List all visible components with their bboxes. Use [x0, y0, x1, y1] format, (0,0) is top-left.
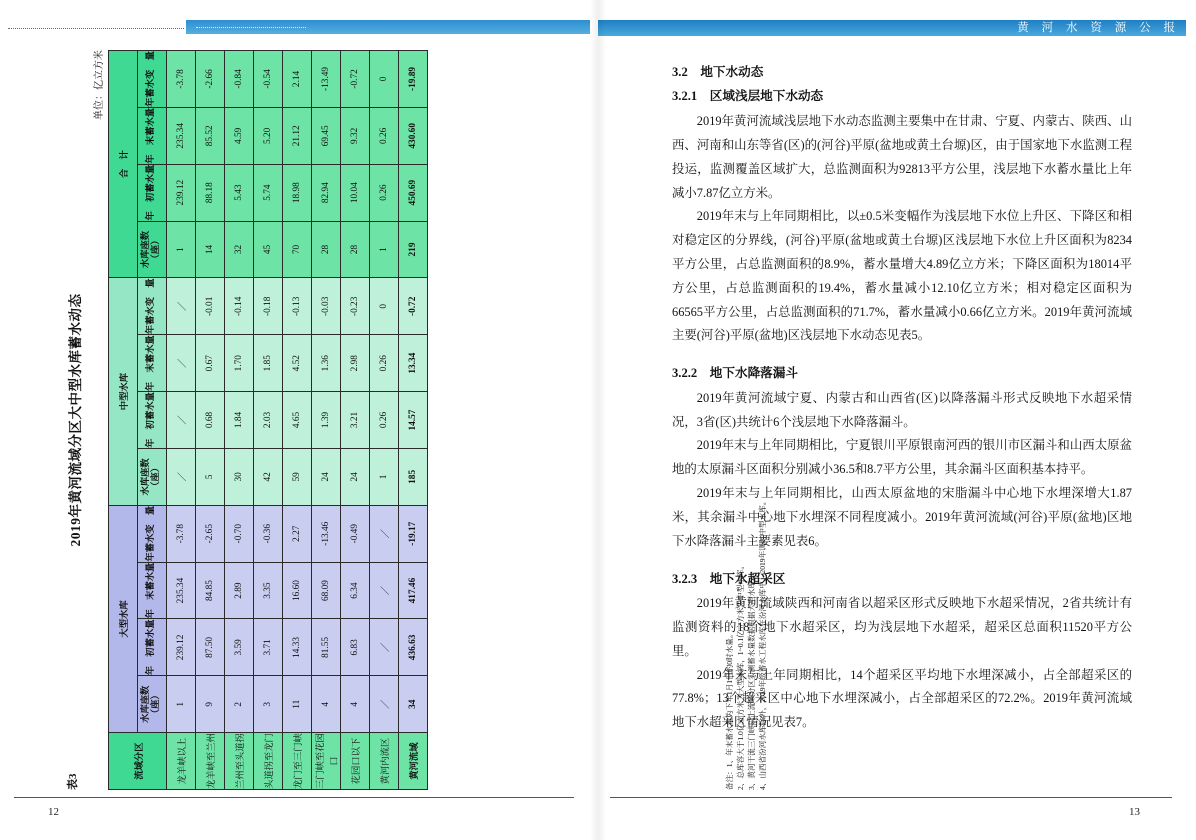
spacer [672, 554, 1132, 568]
cell-medium-change: -0.72 [399, 278, 428, 335]
cell-medium-end: 1.70 [225, 335, 254, 392]
cell-basin-name: 黄河流域 [399, 733, 428, 790]
cell-basin-name: 龙羊峡以上 [167, 733, 196, 790]
cell-large-change: -19.17 [399, 505, 428, 562]
header-medium-begin: 年 初蓄水量 [138, 392, 167, 449]
cell-large-end: 235.34 [167, 562, 196, 619]
paragraph-3-2-2-a: 2019年黄河流域宁夏、内蒙古和山西省(区)以降落漏斗形式反映地下水超采情况，3省(区)共统计6个浅层地下水降落漏斗。 [672, 390, 1132, 429]
header-total: 合 计 [109, 51, 138, 278]
header-large-count: 水库座数（座） [138, 676, 167, 733]
cell-medium-end: 1.85 [254, 335, 283, 392]
cell-total-end: 0.26 [370, 107, 399, 164]
table-note-0: 备注：1、年末蓄水量为下年1月1日的0时水量。 [725, 630, 734, 790]
cell-large-end: 3.35 [254, 562, 283, 619]
cell-large-count: 1 [167, 676, 196, 733]
table-row-total [399, 51, 428, 790]
cell-medium-end: 0.67 [196, 335, 225, 392]
cell-total-begin: 82.94 [312, 164, 341, 221]
table-row [254, 51, 283, 790]
cell-large-change: -0.36 [254, 505, 283, 562]
paragraph-3-2-2-c: 2019年末与上年同期相比，山西太原盆地的宋脂漏斗中心地下水埋深增大1.87米，其余漏斗中心地下水埋深不同程度减小。2019年黄河流域(河谷)平原(盆地)区地下水降落漏斗主要素见表6。 [672, 486, 1132, 548]
cell-large-end: 84.85 [196, 562, 225, 619]
table-row [167, 51, 196, 790]
header-total-end: 年 末蓄水量 [138, 107, 167, 164]
header-total-begin: 年 初蓄水量 [138, 164, 167, 221]
header-medium-count: 水库座数（座） [138, 448, 167, 505]
cell-large-end: ／ [370, 562, 399, 619]
cell-medium-begin: 0.26 [370, 392, 399, 449]
cell-large-count: ／ [370, 676, 399, 733]
cell-large-change: -2.65 [196, 505, 225, 562]
cell-total-count: 14 [196, 221, 225, 278]
cell-total-begin: 88.18 [196, 164, 225, 221]
cell-large-change: 2.27 [283, 505, 312, 562]
cell-medium-begin: ／ [167, 392, 196, 449]
paragraph-3-2-1-a: 2019年黄河流域浅层地下水动态监测主要集中在甘肃、宁夏、内蒙古、陕西、山西、河南和山东等省(区)的(河谷)平原(盆地或黄土台塬)区，由于国家地下水监测工程投运，监测覆盖区域扩大，总监测面积为92813平方公里，浅层地下水蓄水量比上年减小7.87亿立方米。 [672, 114, 1132, 200]
cell-total-begin: 5.74 [254, 164, 283, 221]
cell-large-change: -13.46 [312, 505, 341, 562]
cell-medium-begin: 0.68 [196, 392, 225, 449]
cell-total-change: -3.78 [167, 51, 196, 108]
header-medium-change: 年蓄水变 量 [138, 278, 167, 335]
header-medium-end: 年 末蓄水量 [138, 335, 167, 392]
table-notes-title: 备注： [725, 767, 734, 790]
cell-medium-change: -0.03 [312, 278, 341, 335]
cell-total-end: 69.45 [312, 107, 341, 164]
header-basin: 流域分区 [109, 733, 167, 790]
cell-large-begin: 436.63 [399, 619, 428, 676]
cell-total-end: 430.60 [399, 107, 428, 164]
footer-rule-right [610, 797, 1172, 798]
cell-medium-change: 0 [370, 278, 399, 335]
section-heading-3-2-3: 3.2.3 地下水超采区 [672, 571, 786, 586]
cell-medium-count: 30 [225, 448, 254, 505]
cell-total-count: 45 [254, 221, 283, 278]
cell-medium-change: -0.13 [283, 278, 312, 335]
table-unit-label: 单位：亿立方米 [94, 50, 105, 120]
cell-total-change: -13.49 [312, 51, 341, 108]
cell-medium-end: 4.52 [283, 335, 312, 392]
cell-total-change: 2.14 [283, 51, 312, 108]
table-note-1: 2、总库容大于1.0亿立方米为大型水库，1~0.1亿立方米为中型水库。 [736, 561, 745, 790]
cell-total-begin: 5.43 [225, 164, 254, 221]
cell-total-begin: 10.04 [341, 164, 370, 221]
cell-large-count: 2 [225, 676, 254, 733]
cell-medium-count: 5 [196, 448, 225, 505]
spacer [672, 348, 1132, 362]
cell-medium-count: 185 [399, 448, 428, 505]
cell-basin-name: 头道拐至龙门 [254, 733, 283, 790]
cell-large-count: 3 [254, 676, 283, 733]
cell-large-begin: 239.12 [167, 619, 196, 676]
section-heading-3-2-2: 3.2.2 地下水降落漏斗 [672, 366, 798, 381]
cell-total-begin: 239.12 [167, 164, 196, 221]
cell-basin-name: 黄河内流区 [370, 733, 399, 790]
cell-total-change: 0 [370, 51, 399, 108]
table-note-3: 4、山西省汾河水库除外，2019年级蓄水工程水库在汾河水库中，2019年调时中型水库。 [758, 497, 767, 790]
cell-medium-end: 0.26 [370, 335, 399, 392]
cell-large-begin: ／ [370, 619, 399, 676]
cell-total-change: -0.54 [254, 51, 283, 108]
cell-medium-begin: 1.39 [312, 392, 341, 449]
cell-medium-count: 24 [312, 448, 341, 505]
cell-large-change: -3.78 [167, 505, 196, 562]
cell-large-count: 34 [399, 676, 428, 733]
cell-total-end: 4.59 [225, 107, 254, 164]
cell-basin-name: 三门峡至花园口 [312, 733, 341, 790]
cell-large-count: 4 [341, 676, 370, 733]
paragraph-3-2-2-b: 2019年末与上年同期相比，宁夏银川平原银南河西的银川市区漏斗和山西太原盆地的太原漏斗区面积分别减小36.5和8.7平方公里，其余漏斗区面积基本持平。 [672, 438, 1132, 477]
cell-large-begin: 6.83 [341, 619, 370, 676]
cell-basin-name: 龙羊峡至兰州 [196, 733, 225, 790]
cell-medium-begin: 3.21 [341, 392, 370, 449]
cell-medium-end: ／ [167, 335, 196, 392]
cell-total-begin: 450.69 [399, 164, 428, 221]
table-row [370, 51, 399, 790]
section-heading-3-2-1: 3.2.1 区域浅层地下水动态 [672, 89, 824, 104]
cell-large-count: 9 [196, 676, 225, 733]
cell-large-begin: 87.50 [196, 619, 225, 676]
cell-medium-begin: 4.65 [283, 392, 312, 449]
cell-total-end: 5.20 [254, 107, 283, 164]
cell-total-change: -19.89 [399, 51, 428, 108]
table-note-2: 3、黄河干流三门峡以上流域分区实测蓄水量数据根据大型水库。 [747, 573, 756, 790]
cell-medium-change: -0.23 [341, 278, 370, 335]
cell-total-change: -0.72 [341, 51, 370, 108]
cell-medium-end: 1.36 [312, 335, 341, 392]
table-row [225, 51, 254, 790]
cell-large-end: 16.60 [283, 562, 312, 619]
table-header-row-2 [138, 51, 167, 790]
cell-total-count: 28 [312, 221, 341, 278]
cell-medium-count: 1 [370, 448, 399, 505]
paragraph-3-2-3-a: 2019年黄河流域陕西和河南省以超采区形式反映地下水超采情况，2省共统计有监测资料的18个地下水超采区，均为浅层地下水超采，超采区总面积11520平方公里。 [672, 596, 1132, 658]
cell-medium-count: 59 [283, 448, 312, 505]
table-header-row-1 [109, 51, 138, 790]
cell-total-change: -0.84 [225, 51, 254, 108]
table-row [283, 51, 312, 790]
cell-large-change: ／ [370, 505, 399, 562]
publication-banner-title: 黄 河 水 资 源 公 报 [1017, 22, 1180, 34]
cell-total-end: 235.34 [167, 107, 196, 164]
cell-medium-end: 2.98 [341, 335, 370, 392]
cell-basin-name: 兰州至头道拐 [225, 733, 254, 790]
cell-total-count: 32 [225, 221, 254, 278]
cell-medium-begin: 14.57 [399, 392, 428, 449]
cell-large-count: 4 [312, 676, 341, 733]
cell-total-end: 9.32 [341, 107, 370, 164]
cell-total-count: 70 [283, 221, 312, 278]
cell-total-count: 219 [399, 221, 428, 278]
header-total-count: 水库座数（座） [138, 221, 167, 278]
page-number-right: 13 [1129, 806, 1140, 818]
cell-medium-end: 13.34 [399, 335, 428, 392]
reservoir-storage-table [108, 50, 428, 790]
footer-rule-left [14, 797, 574, 798]
cell-basin-name: 龙门至三门峡 [283, 733, 312, 790]
cell-medium-change: -0.14 [225, 278, 254, 335]
cell-large-end: 68.09 [312, 562, 341, 619]
cell-large-end: 417.46 [399, 562, 428, 619]
cell-medium-change: -0.18 [254, 278, 283, 335]
table-row [312, 51, 341, 790]
cell-total-count: 1 [167, 221, 196, 278]
cell-large-begin: 3.59 [225, 619, 254, 676]
cell-large-begin: 81.55 [312, 619, 341, 676]
cell-large-change: -0.49 [341, 505, 370, 562]
header-large-end: 年 末蓄水量 [138, 562, 167, 619]
header-medium-reservoirs: 中型水库 [109, 278, 138, 505]
cell-total-end: 85.52 [196, 107, 225, 164]
paragraph-3-2-1-b: 2019年末与上年同期相比，以±0.5米变幅作为浅层地下水位上升区、下降区和相对稳定区的分界线，(河谷)平原(盆地或黄土台塬)区浅层地下水位上升区面积为8234平方公里，占总监测面积的8.9%，蓄水量增大4.89亿立方米；下降区面积为18014平方公里，占总监测面积的19.4%，蓄水量减小12.10亿立方米；相对稳定区面积为66565平方公里，占总监测面积的71.7%，蓄水量减小0.66亿立方米。2019年黄河流域主要(河谷)平原(盆地)区浅层地下水动态见表5。 [672, 209, 1132, 343]
cell-medium-count: ／ [167, 448, 196, 505]
cell-total-begin: 0.26 [370, 164, 399, 221]
cell-basin-name: 花园口以下 [341, 733, 370, 790]
cell-large-count: 11 [283, 676, 312, 733]
page-number-left: 12 [48, 806, 59, 818]
cell-total-count: 1 [370, 221, 399, 278]
cell-medium-change: ／ [167, 278, 196, 335]
table-number-label: 表3 [67, 773, 79, 790]
cell-large-change: -0.70 [225, 505, 254, 562]
cell-large-end: 6.34 [341, 562, 370, 619]
paragraph-3-2-3-b: 2019年末与上年同期相比，14个超采区平均地下水埋深减小，占全部超采区的77.8%；13个超采区中心地下水埋深减小，占全部超采区的72.2%。2019年黄河流域地下水超采区情况见表7。 [672, 667, 1132, 730]
right-page-body [672, 62, 1132, 735]
table-row [341, 51, 370, 790]
header-total-change: 年蓄水变 量 [138, 51, 167, 108]
table-title: 2019年黄河流域分区大中型水库蓄水动态 [68, 293, 83, 547]
cell-large-begin: 14.33 [283, 619, 312, 676]
cell-medium-begin: 1.84 [225, 392, 254, 449]
cell-medium-begin: 2.03 [254, 392, 283, 449]
cell-large-end: 2.89 [225, 562, 254, 619]
cell-medium-count: 42 [254, 448, 283, 505]
cell-large-begin: 3.71 [254, 619, 283, 676]
cell-total-begin: 18.98 [283, 164, 312, 221]
section-heading-3-2: 3.2 地下水动态 [672, 65, 764, 79]
cell-medium-change: -0.01 [196, 278, 225, 335]
header-large-begin: 年 初蓄水量 [138, 619, 167, 676]
header-large-change: 年蓄水变 量 [138, 505, 167, 562]
table-row [196, 51, 225, 790]
cell-total-change: -2.66 [196, 51, 225, 108]
cell-total-end: 21.12 [283, 107, 312, 164]
cell-medium-count: 24 [341, 448, 370, 505]
cell-total-count: 28 [341, 221, 370, 278]
header-large-reservoirs: 大型水库 [109, 505, 138, 732]
